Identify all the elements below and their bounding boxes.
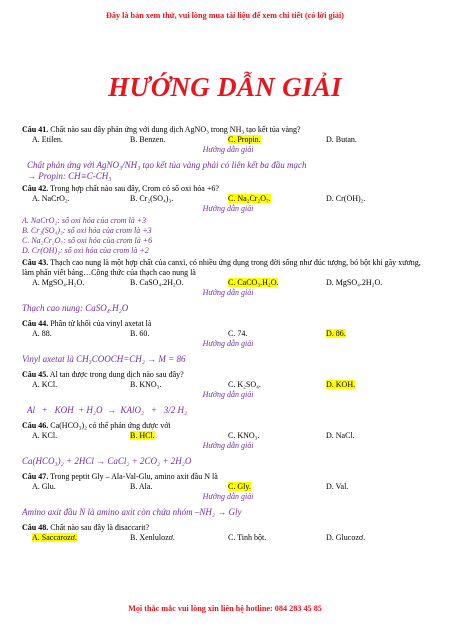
option-d: D. Glucozơ. xyxy=(326,533,366,542)
question-44: Câu 44. Phân tử khối của vinyl axetat là xyxy=(22,319,152,328)
answer-highlight: D. 86. xyxy=(326,329,346,338)
solution-line: Al + KOH + H₂O → KAlO₂ + 3/2 H₂ xyxy=(27,405,188,415)
guide-heading: Hướng dẫn giải xyxy=(202,204,254,213)
options-41 xyxy=(22,135,434,145)
option-b: B. KNO₃. xyxy=(130,380,162,389)
solution-line: → Propin: CH≡C-CH₃ xyxy=(27,171,112,181)
question-42: Câu 42. Trong hợp chất nào sau đây, Crom có số oxi hóa +6? xyxy=(22,184,219,193)
guide-heading: Hướng dẫn giải xyxy=(202,339,254,348)
solution-line: Ca(HCO₃)₂ + 2HCl → CaCl₂ + 2CO₂ + 2H₂O xyxy=(22,456,192,466)
answer-highlight: B. HCl. xyxy=(130,431,155,440)
page-title: HƯỚNG DẪN GIẢI xyxy=(108,72,342,102)
guide-heading: Hướng dẫn giải xyxy=(202,390,254,399)
guide-heading: Hướng dẫn giải xyxy=(202,492,254,501)
question-list xyxy=(22,125,434,543)
option-c: C. K₂SO₄. xyxy=(228,380,261,389)
question-47: Câu 47. Trong peptit Gly – Ala-Val-Glu, amino axit đầu N là xyxy=(22,472,218,481)
option-c: C. Tinh bột. xyxy=(228,533,267,542)
option-a: A. Etilen. xyxy=(32,135,63,144)
options-42 xyxy=(22,194,434,204)
option-d: D. Butan. xyxy=(326,135,357,144)
option-c xyxy=(218,482,316,492)
option-b: B. Benzen. xyxy=(130,135,166,144)
option-a: A. MgSO₄.H₂O. xyxy=(32,278,85,287)
question-41: Câu 41. Chất nào sau đây phản ứng với dung dịch AgNO₃ trong NH₃ tạo kết tủa vàng? xyxy=(22,125,301,134)
preview-banner: Đây là bản xem thử, vui lòng mua tài liệu để xem chi tiết (có lời giải) xyxy=(105,11,344,20)
question-45: Câu 45. Al tan được trong dung dịch nào sau đây? xyxy=(22,370,184,379)
solution-line: B. Cr₂(SO₄)₃: số oxi hóa của crom là +3 xyxy=(22,226,152,235)
option-c xyxy=(218,278,316,288)
option-a: A. KCl. xyxy=(32,431,58,440)
solution-line: C. Na₂Cr₂O₇: số oxi hóa của crom là +6 xyxy=(22,236,153,245)
option-b: B. Xenlulozơ. xyxy=(130,533,175,542)
guide-heading: Hướng dẫn giải xyxy=(202,441,254,450)
option-d: D. MgSO₄.2H₂O. xyxy=(326,278,383,287)
options-46 xyxy=(22,431,434,441)
options-45 xyxy=(22,380,434,390)
option-c: C. KNO₃. xyxy=(228,431,260,440)
question-43: Câu 43. Thạch cao nung là một hợp chất của canxi, có nhiều ứng dụng trong đời sống như đúc tượng, bó bột khi gãy xương, làm phấn viết bảng…Công thức của thạch cao nung là xyxy=(22,258,421,277)
option-d: D. NaCl. xyxy=(326,431,355,440)
option-d: D. Cr(OH)₂. xyxy=(326,194,366,203)
answer-highlight: D. KOH. xyxy=(326,380,356,389)
answer-highlight: C. Gly. xyxy=(228,482,251,491)
option-b xyxy=(120,431,218,441)
option-a: A. Glu. xyxy=(32,482,56,491)
option-c xyxy=(218,135,316,145)
solution-line: Vinyl axetat là CH₃COOCH=CH₂ → M = 86 xyxy=(22,354,186,364)
option-c: C. 74. xyxy=(228,329,248,338)
option-d: D. Val. xyxy=(326,482,349,491)
guide-heading: Hướng dẫn giải xyxy=(202,288,254,297)
solution-line: Thạch cao nung: CaSO₄.H₂O xyxy=(22,303,129,313)
option-a: A. KCl. xyxy=(32,380,58,389)
answer-highlight: C. CaCO₃.H₂O. xyxy=(228,278,279,287)
solution-line: D. Cr(OH)₂: số oxi hóa của crom là +2 xyxy=(22,246,149,255)
option-a: A. 88. xyxy=(32,329,52,338)
option-b: B. 60. xyxy=(130,329,150,338)
option-b: B. Ala. xyxy=(130,482,153,491)
option-b: B. Cr₂(SO₄)₃. xyxy=(130,194,174,203)
guide-heading: Hướng dẫn giải xyxy=(202,145,254,154)
option-d xyxy=(316,329,346,339)
solution-line: Chất phản ứng với AgNO₃/NH₃ tạo kết tủa vàng phải có liên kết ba đầu mạch xyxy=(27,160,307,170)
answer-highlight: C. Na₂Cr₂O₇. xyxy=(228,194,271,203)
option-c xyxy=(218,194,316,204)
option-d xyxy=(316,380,355,390)
options-48 xyxy=(22,533,434,543)
option-a xyxy=(22,533,120,543)
options-47 xyxy=(22,482,434,492)
answer-highlight: C. Propin. xyxy=(228,135,261,144)
question-46: Câu 46. Ca(HCO₃)₂ có thể phản ứng được với xyxy=(22,421,171,430)
question-48: Câu 48. Chất nào sau đây là đisaccarit? xyxy=(22,523,150,532)
hotline-footer: Mọi thắc mắc vui lòng xin liên hệ hotline: 084 283 45 85 xyxy=(128,604,322,613)
solution-line: Amino axit đầu N là amino axit còn chứa nhóm –NH₂ → Gly xyxy=(22,507,242,517)
answer-highlight: A. Saccarozơ. xyxy=(32,533,77,542)
options-44 xyxy=(22,329,434,339)
option-b: B. CaSO₄.2H₂O. xyxy=(130,278,184,287)
option-a: A. NaCrO₂. xyxy=(32,194,70,203)
options-43 xyxy=(22,278,434,288)
solution-line: A. NaCrO₂: số oxi hóa của crom là +3 xyxy=(22,216,147,225)
